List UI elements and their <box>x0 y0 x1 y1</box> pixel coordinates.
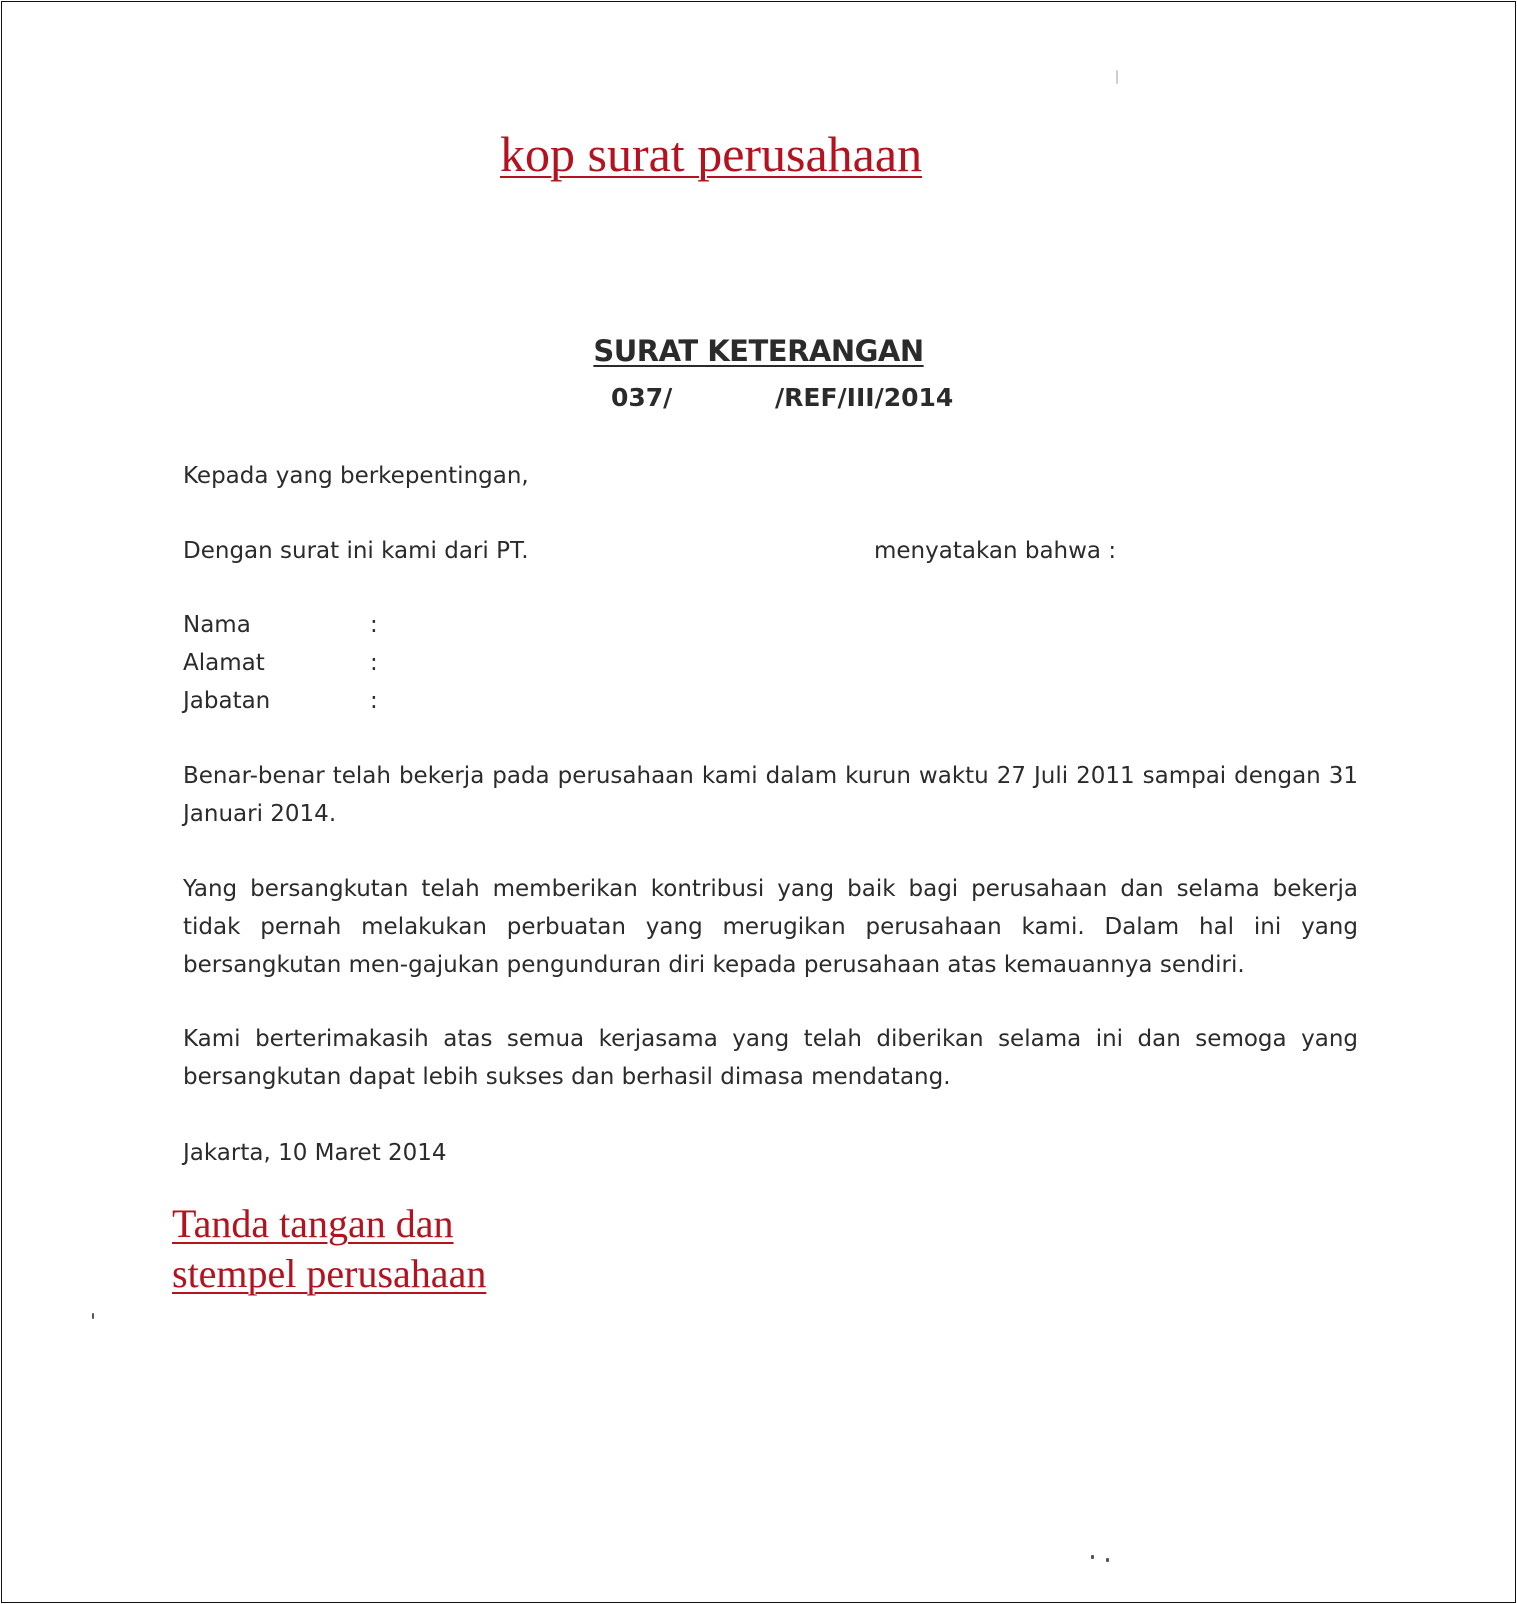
field-label-alamat: Alamat <box>183 650 265 676</box>
paragraph-thanks: Kami berterimakasih atas semua kerjasama yang telah diberikan selama ini dan semoga yang bersangkutan dapat lebih sukses dan berhasil dimasa mendatang. <box>183 1026 1358 1090</box>
letterhead-placeholder: kop surat perusahaan <box>500 126 923 182</box>
reference-number-suffix: /REF/III/2014 <box>775 383 954 412</box>
field-colon-jabatan: : <box>370 688 378 714</box>
scan-speck <box>1106 1558 1109 1562</box>
field-colon-nama: : <box>370 612 378 638</box>
signature-line-2: stempel perusahaan <box>172 1251 487 1296</box>
salutation: Kepada yang berkepentingan, <box>183 463 529 489</box>
document-title: SURAT KETERANGAN <box>593 334 924 368</box>
field-label-jabatan: Jabatan <box>183 688 271 714</box>
place-and-date: Jakarta, 10 Maret 2014 <box>183 1140 447 1166</box>
signature-line-1: Tanda tangan dan <box>172 1201 454 1246</box>
paragraph-contribution: Yang bersangkutan telah memberikan kontribusi yang baik bagi perusahaan dan selama bekerja tidak pernah melakukan perbuatan yang merugikan perusahaan kami. Dalam hal ini yang bersangkutan men-gajukan pengunduran diri kepada perusahaan atas kemauannya sendiri. <box>183 876 1358 978</box>
intro-statement-end: menyatakan bahwa : <box>874 538 1117 564</box>
scan-speck <box>1116 70 1118 84</box>
field-label-nama: Nama <box>183 612 251 638</box>
scan-speck <box>92 1313 94 1319</box>
paragraph-employment-period: Benar-benar telah bekerja pada perusahaan kami dalam kurun waktu 27 Juli 2011 sampai dengan 31 Januari 2014. <box>183 763 1358 827</box>
signature-stamp-placeholder <box>172 1199 486 1299</box>
letter-page <box>1 1 1516 1603</box>
reference-number-prefix: 037/ <box>611 383 673 412</box>
scan-speck <box>1091 1555 1094 1559</box>
field-colon-alamat: : <box>370 650 378 676</box>
intro-statement: Dengan surat ini kami dari PT. <box>183 538 529 564</box>
